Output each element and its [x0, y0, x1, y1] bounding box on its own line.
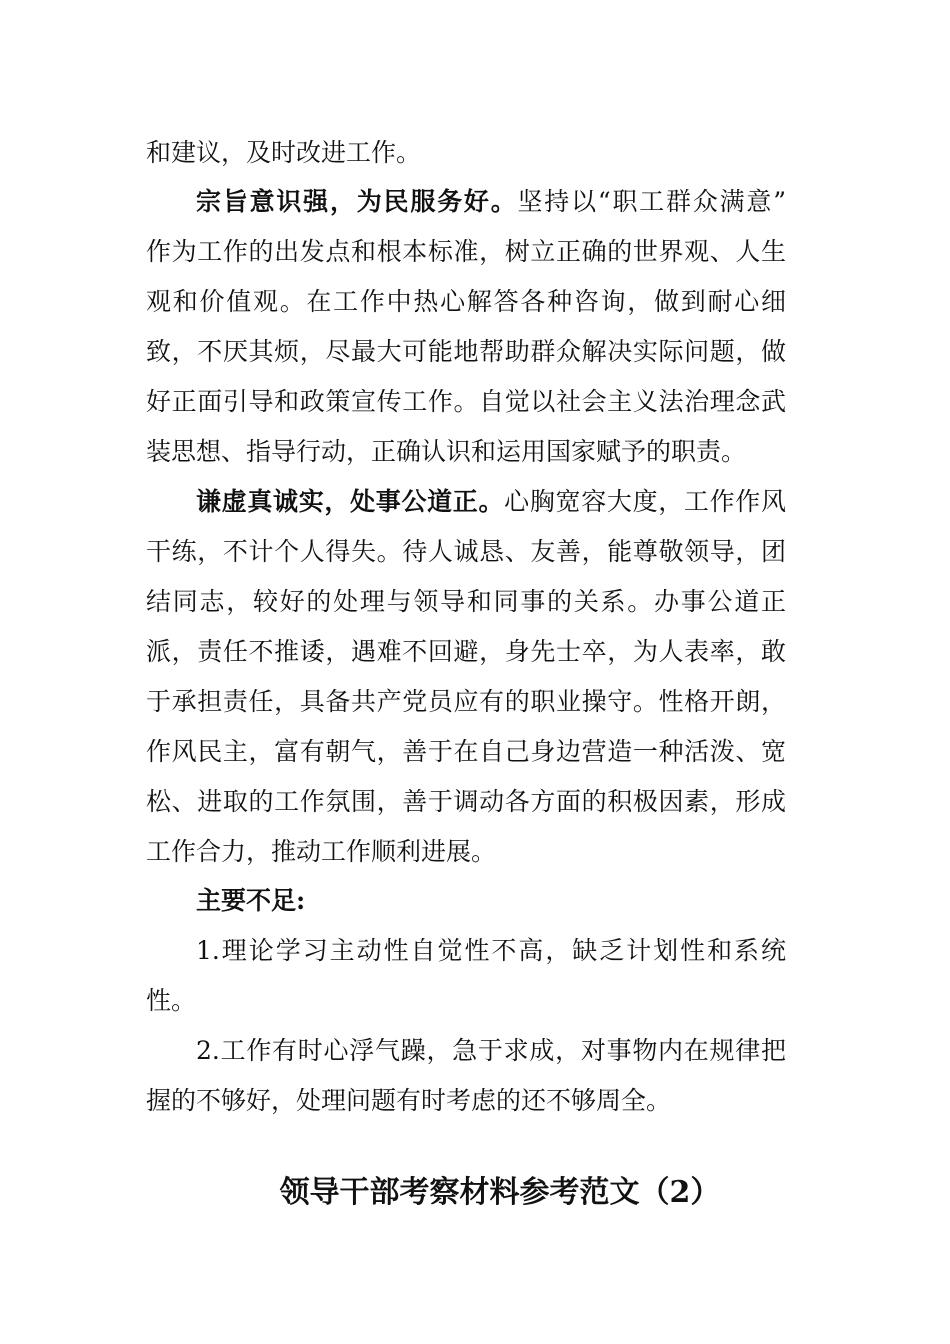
line-text: 观和价值观。在工作中热心解答各种咨询，做到耐心细 [146, 287, 786, 316]
paragraph-heading: 谦虚真诚实，处事公道正。 [196, 487, 505, 516]
line-text: 装思想、指导行动，正确认识和运用国家赋予的职责。 [146, 437, 747, 466]
line-text: 于承担责任，具备共产党员应有的职业操守。性格开朗， [146, 687, 786, 716]
list-item-line [196, 1034, 786, 1068]
text-line [146, 385, 786, 419]
text-line [146, 735, 786, 769]
line-text: 派，责任不推诿，遇难不回避，身先士卒，为人表率，敢 [146, 637, 786, 666]
section-subheading-line [196, 884, 786, 918]
text-line [146, 984, 786, 1018]
list-item-text: 2.工作有时心浮气躁，急于求成，对事物内在规律把 [196, 1036, 786, 1065]
line-text: 干练，不计个人得失。待人诚恳、友善，能尊敬领导，团 [146, 537, 786, 566]
list-item-line [196, 934, 786, 968]
text-line [146, 785, 786, 819]
paragraph-heading: 宗旨意识强，为民服务好。 [196, 187, 518, 216]
line-text: 作风民主，富有朝气，善于在自己身边营造一种活泼、宽 [146, 737, 786, 766]
line-text: 握的不够好，处理问题有时考虑的还不够周全。 [146, 1086, 672, 1115]
text-line [146, 435, 786, 469]
line-text: 性。 [146, 986, 197, 1015]
text-line [146, 335, 786, 369]
line-text: 心胸宽容大度，工作作风 [504, 487, 786, 516]
paragraph-heading-line [196, 185, 786, 219]
text-line [146, 585, 786, 619]
text-line [146, 685, 786, 719]
line-text: 坚持以“职工群众满意” [517, 187, 786, 216]
section-title: 领导干部考察材料参考范文（2） [279, 1175, 721, 1210]
line-text: 工作合力，推动工作顺利进展。 [146, 837, 497, 866]
line-text: 作为工作的出发点和根本标准，树立正确的世界观、人生 [146, 237, 786, 266]
text-line [146, 285, 786, 319]
line-text: 结同志，较好的处理与领导和同事的关系。办事公道正 [146, 587, 786, 616]
line-text: 致，不厌其烦，尽最大可能地帮助群众解决实际问题，做 [146, 337, 786, 366]
paragraph-heading-line [196, 485, 786, 519]
text-line [146, 635, 786, 669]
shortcomings-heading: 主要不足: [196, 886, 306, 915]
text-line [146, 835, 786, 869]
text-line [146, 1084, 786, 1118]
list-item-text: 1.理论学习主动性自觉性不高，缺乏计划性和系统 [196, 936, 786, 965]
line-text: 松、进取的工作氛围，善于调动各方面的积极因素，形成 [146, 787, 786, 816]
text-line [146, 535, 786, 569]
line-text: 好正面引导和政策宣传工作。自觉以社会主义法治理念武 [146, 387, 786, 416]
line-text: 和建议，及时改进工作。 [146, 138, 422, 167]
text-line [146, 235, 786, 269]
text-line [146, 136, 786, 170]
